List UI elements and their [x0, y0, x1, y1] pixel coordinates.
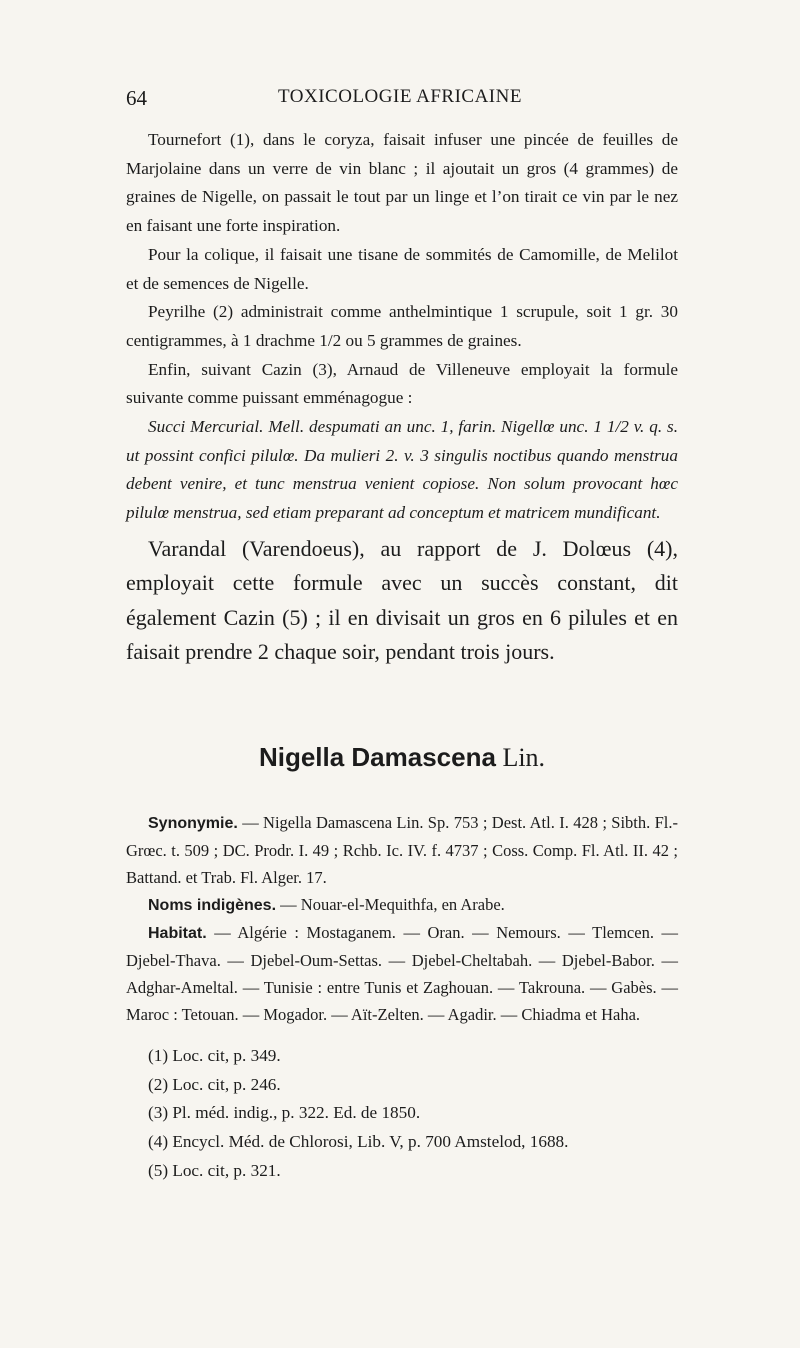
genus-name: Nigella Damascena — [258, 741, 496, 772]
running-title: TOXICOLOGIE AFRICAINE — [278, 86, 522, 107]
section-heading — [126, 742, 678, 773]
paragraph-colique: Pour la colique, il faisait une tisane de sommités de Camomille, de Melilot et de semences de Nigelle. — [126, 244, 678, 293]
footnote-1: (1) Loc. cit, p. 349. — [148, 1045, 281, 1065]
noms-text: — Nouar-el-Mequithfa, en Arabe. — [280, 894, 505, 914]
noms-label: Noms indigènes. — [148, 896, 277, 914]
synonymie-entry — [126, 809, 678, 891]
footnotes — [126, 1042, 678, 1186]
synonymie-text: — Nigella Damascena Lin. Sp. 753 ; Dest. Atl. I. 428 ; Sibth. Fl.-Grœc. t. 509 ; DC. Prodr. I. 49 ; Rchb. Ic. IV. f. 4737 ; Coss. Comp. Fl. Atl. II. 42 ; Battand. et Trab. Fl. Alger. 17. — [126, 812, 678, 887]
paragraph-peyrilhe: Peyrilhe (2) administrait comme anthelmintique 1 scrupule, soit 1 gr. 30 centigrammes, à 1 drachme 1/2 ou 5 grammes de graines. — [126, 302, 678, 350]
habitat-label: Habitat. — [148, 924, 207, 942]
page-header — [126, 86, 674, 116]
habitat-entry — [126, 919, 678, 1028]
footnote-5: (5) Loc. cit, p. 321. — [148, 1160, 281, 1180]
noms-entry — [126, 891, 678, 919]
page-body — [126, 126, 678, 1185]
page-number: 64 — [126, 86, 147, 110]
synonymie-label: Synonymie. — [148, 814, 238, 832]
footnote-2: (2) Loc. cit, p. 246. — [148, 1074, 281, 1094]
footnote-3: (3) Pl. méd. indig., p. 322. Ed. de 1850. — [148, 1103, 421, 1123]
genus-author: Lin. — [502, 742, 546, 772]
paragraph-tournefort: Tournefort (1), dans le coryza, faisait infuser une pincée de feuilles de Marjolaine dans un verre de vin blanc ; il ajoutait un gros (4 grammes) de graines de Nigelle, on passait le tout par un linge et l’on tirait ce vin par le nez en faisant une forte inspiration. — [126, 130, 678, 236]
latin-formula: Succi Mercurial. Mell. despumati an unc. 1, farin. Nigellœ unc. 1 1/2 v. q. s. ut possint confici pilulœ. Da mulieri 2. v. 3 singulis noctibus quando menstrua debent venire, et tunc menstrua venient copiose. Non solum provocant hœc pilulœ menstrua, sed etiam preparant ad conceptum et matricem mundificant. — [126, 417, 678, 523]
paragraph-varandal: Varandal (Varendoeus), au rapport de J. Dolœus (4), employait cette formule avec un succès constant, dit également Cazin (5) ; il en divisait un gros en 6 pilules et en faisait prendre 2 chaque soir, pendant trois jours. — [126, 535, 678, 665]
habitat-text: — Algérie : Mostaganem. — Oran. — Nemours. — Tlemcen. — Djebel-Thava. — Djebel-Oum-Settas. — Djebel-Cheltabah. — Djebel-Babor. — Adghar-Ameltal. — Tunisie : entre Tunis et Zaghouan. — Takrouna. — Gabès. — Maroc : Tetouan. — Mogador. — Aït-Zelten. — Agadir. — Chiadma et Haha. — [126, 922, 679, 1024]
paragraph-cazin: Enfin, suivant Cazin (3), Arnaud de Villeneuve employait la formule suivante comme puissant emménagogue : — [126, 359, 678, 408]
footnote-4: (4) Encycl. Méd. de Chlorosi, Lib. V, p. 700 Amstelod, 1688. — [148, 1131, 569, 1151]
